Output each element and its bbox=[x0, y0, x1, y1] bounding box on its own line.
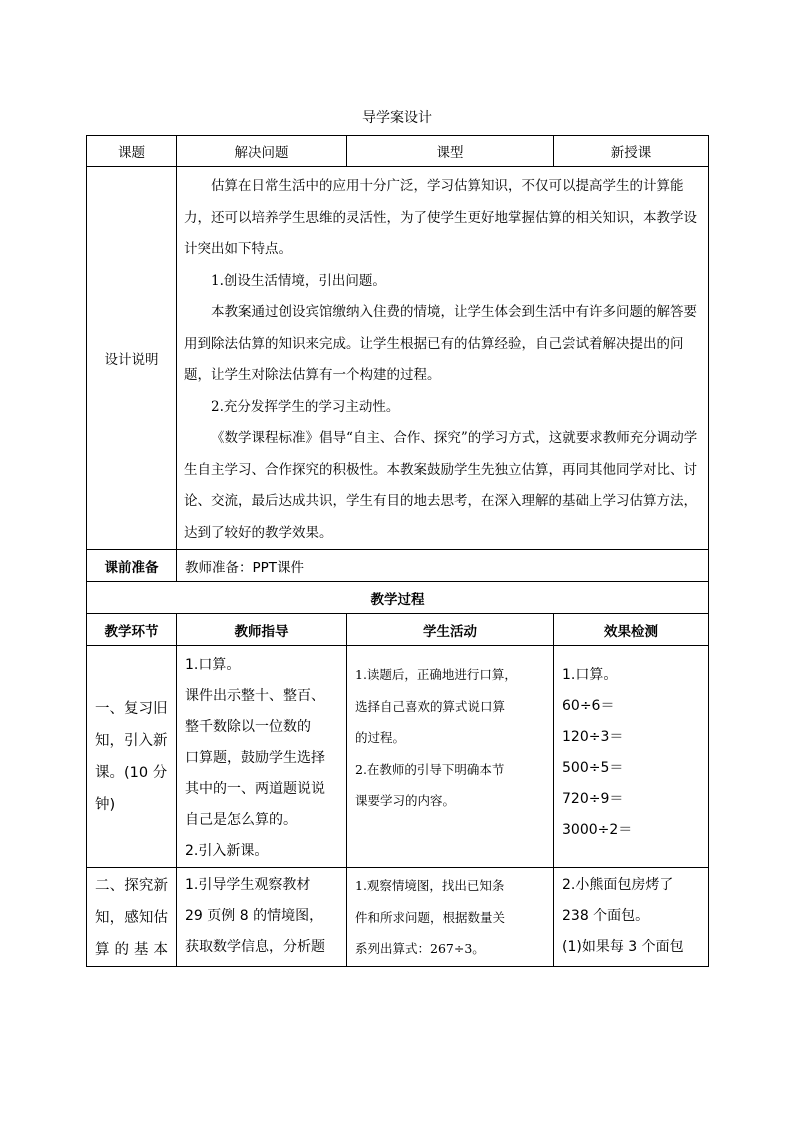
teacher-cell bbox=[177, 868, 347, 967]
teacher-line: 1.口算。 bbox=[185, 657, 241, 673]
student-line: 的过程。 bbox=[355, 730, 406, 745]
student-line: 课要学习的内容。 bbox=[355, 793, 456, 808]
prep-value: 教师准备：PPT课件 bbox=[177, 550, 709, 582]
check-line: (1)如果每 3 个面包 bbox=[562, 939, 684, 955]
design-paragraph: 1.创设生活情境，引出问题。 bbox=[211, 272, 386, 289]
teacher-line: 自己是怎么算的。 bbox=[185, 812, 297, 828]
topic-row bbox=[87, 136, 709, 167]
check-line: 720÷9＝ bbox=[562, 791, 624, 807]
check-line: 1.口算。 bbox=[562, 667, 618, 683]
prep-row bbox=[87, 550, 709, 582]
process-row bbox=[87, 868, 709, 967]
check-line: 2.小熊面包房烤了 bbox=[562, 877, 674, 893]
header-check: 效果检测 bbox=[554, 614, 709, 646]
teacher-line: 2.引入新课。 bbox=[185, 843, 269, 859]
check-line: 500÷5＝ bbox=[562, 760, 624, 776]
stage-line: 知，引入新 bbox=[95, 732, 168, 749]
prep-label: 课前准备 bbox=[87, 550, 177, 582]
stage-line: 二、探究新 bbox=[95, 878, 168, 894]
teacher-cell bbox=[177, 646, 347, 868]
design-paragraph: 估算在日常生活中的应用十分广泛，学习估算知识，不仅可以提高学生的计算能力，还可以培养学生思维的灵活性，为了使学生更好地掌握估算的相关知识，本教学设计突出如下特点。 bbox=[184, 178, 697, 257]
check-line: 60÷6＝ bbox=[562, 698, 615, 714]
lesson-plan-table bbox=[86, 135, 709, 967]
stage-line: 一、复习旧 bbox=[95, 700, 168, 717]
teacher-line: 29 页例 8 的情境图， bbox=[185, 908, 324, 924]
type-value: 新授课 bbox=[554, 136, 709, 167]
stage-line: 知，感知估 bbox=[95, 910, 168, 926]
stage-cell bbox=[87, 646, 177, 868]
stage-line: 钟) bbox=[95, 796, 116, 813]
student-line: 1.观察情境图，找出已知条 bbox=[355, 878, 505, 893]
type-label: 课型 bbox=[347, 136, 554, 167]
student-line: 件和所求问题，根据数量关 bbox=[355, 909, 506, 925]
teacher-line: 获取数学信息，分析题 bbox=[185, 939, 325, 955]
process-row bbox=[87, 646, 709, 868]
check-cell bbox=[554, 868, 709, 967]
teacher-line: 其中的一、两道题说说 bbox=[185, 781, 325, 797]
design-paragraph: 本教案通过创设宾馆缴纳入住费的情境，让学生体会到生活中有许多问题的解答要用到除法估算的知识来完成。让学生根据已有的估算经验，自己尝试着解决提出的问题，让学生对除法估算有一个构建的过程。 bbox=[184, 304, 697, 383]
stage-line: 课。(10 分 bbox=[95, 764, 168, 781]
process-title: 教学过程 bbox=[87, 582, 709, 614]
design-paragraph: 2.充分发挥学生的学习主动性。 bbox=[211, 398, 400, 415]
check-line: 238 个面包。 bbox=[562, 908, 650, 924]
student-line: 选择自己喜欢的算式说口算 bbox=[355, 698, 506, 714]
design-label: 设计说明 bbox=[87, 167, 177, 550]
header-stage: 教学环节 bbox=[87, 614, 177, 646]
topic-value: 解决问题 bbox=[177, 136, 347, 167]
teacher-line: 整千数除以一位数的 bbox=[185, 719, 311, 735]
header-student: 学生活动 bbox=[347, 614, 554, 646]
process-title-row bbox=[87, 582, 709, 614]
design-row bbox=[87, 167, 709, 550]
student-line: 系列出算式：267÷3。 bbox=[355, 941, 485, 956]
student-line: 2.在教师的引导下明确本节 bbox=[355, 761, 505, 777]
check-line: 120÷3＝ bbox=[562, 729, 624, 745]
student-line: 1.读题后，正确地进行口算， bbox=[355, 667, 517, 682]
stage-cell bbox=[87, 868, 177, 967]
teacher-line: 1.引导学生观察教材 bbox=[185, 877, 311, 893]
topic-label: 课题 bbox=[87, 136, 177, 167]
process-header-row bbox=[87, 614, 709, 646]
design-paragraph: 《数学课程标准》倡导“自主、合作、探究”的学习方式，这就要求教师充分调动学生自主学习、合作探究的积极性。本教案鼓励学生先独立估算，再同其他同学对比、讨论、交流，最后达成共识，学生有目的地去思考，在深入理解的基础上学习估算方法，达到了较好的教学效果。 bbox=[184, 430, 698, 541]
check-line: 3000÷2＝ bbox=[562, 822, 633, 838]
teacher-line: 课件出示整十、整百、 bbox=[185, 688, 325, 704]
teacher-line: 口算题，鼓励学生选择 bbox=[185, 750, 325, 766]
stage-line: 算的基本 bbox=[95, 942, 168, 958]
student-cell bbox=[347, 646, 554, 868]
student-cell bbox=[347, 868, 554, 967]
design-content bbox=[177, 167, 709, 550]
check-cell bbox=[554, 646, 709, 868]
page-title: 导学案设计 bbox=[362, 110, 432, 126]
header-teacher: 教师指导 bbox=[177, 614, 347, 646]
